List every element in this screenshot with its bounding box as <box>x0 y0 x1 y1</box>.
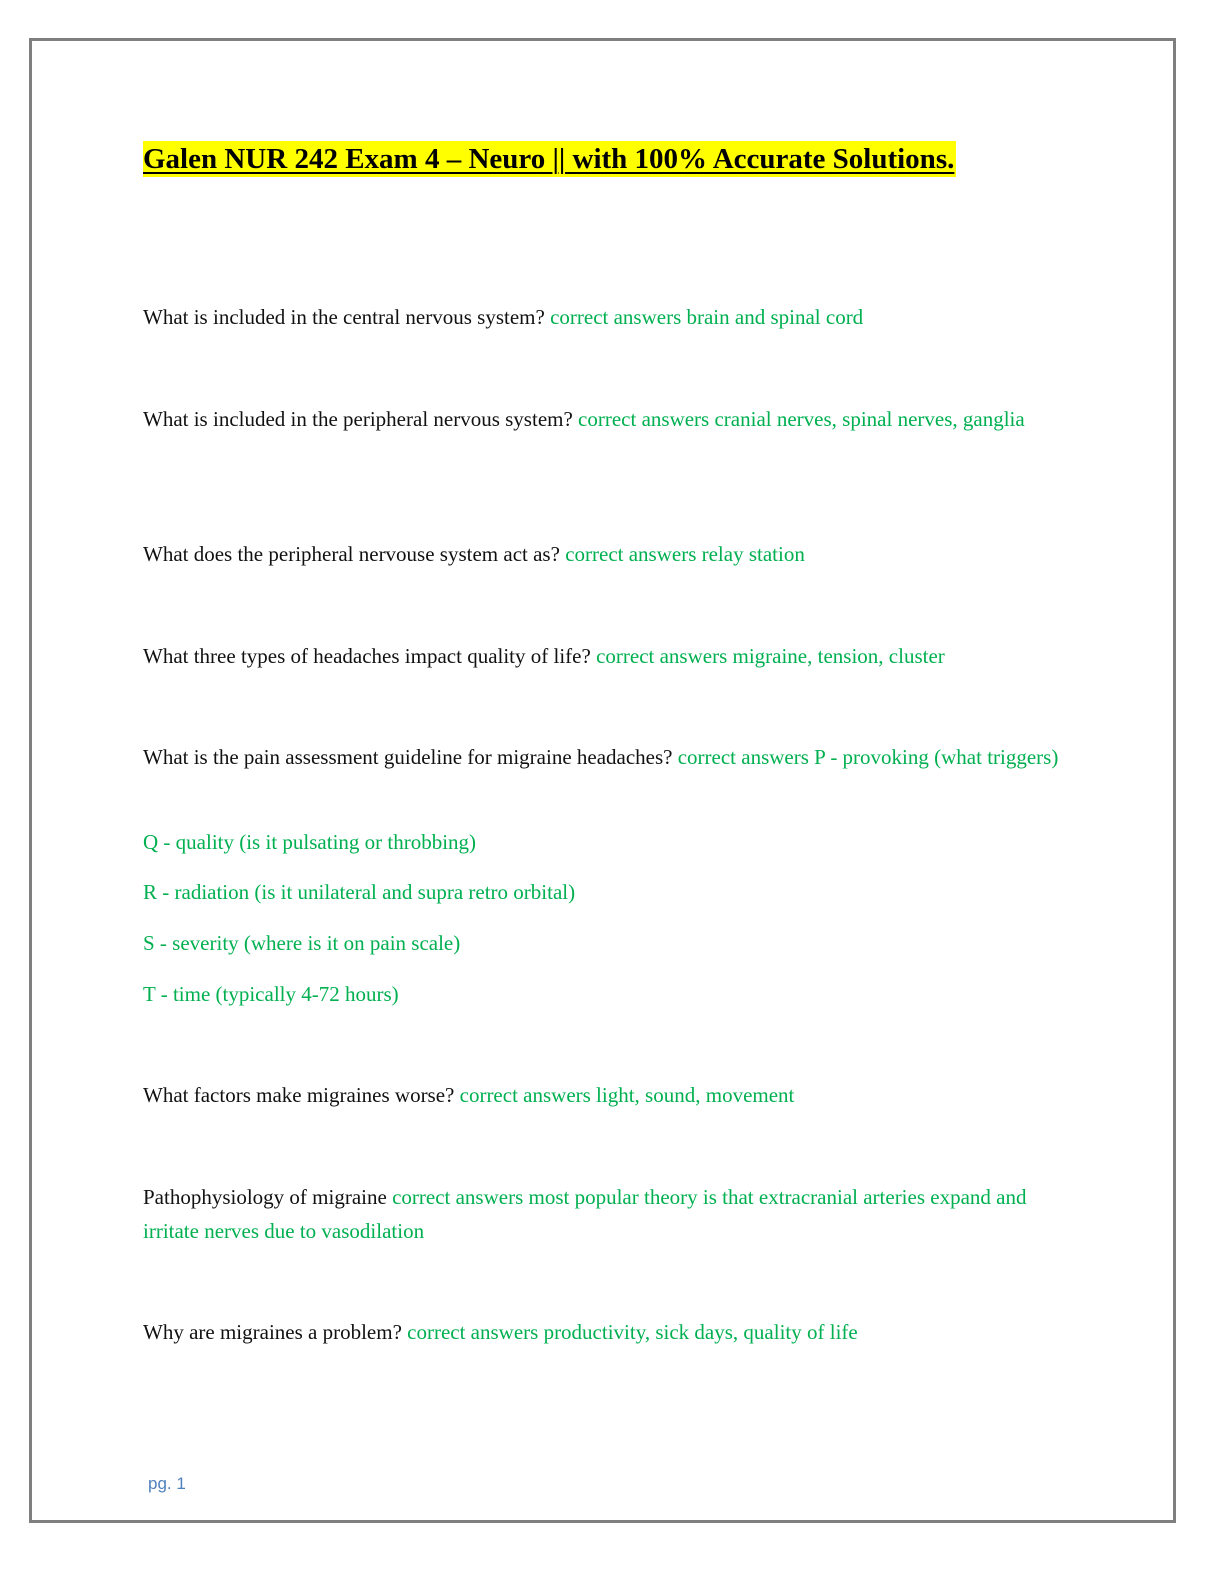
question-text: Pathophysiology of migraine <box>143 1185 387 1209</box>
question-text: What is included in the peripheral nervous system? <box>143 407 573 431</box>
answer-text: correct answers migraine, tension, cluster <box>590 644 945 668</box>
answer-text: correct answers most popular theory is that extracranial arteries expand and irritate nerves due to vasodilation <box>143 1185 1027 1243</box>
pqrst-item-t: T - time (typically 4-72 hours) <box>143 982 399 1006</box>
answer-text: correct answers light, sound, movement <box>454 1083 795 1107</box>
pqrst-item-q: Q - quality (is it pulsating or throbbing) <box>143 830 477 854</box>
qa-item-2 <box>143 402 1068 436</box>
pqrst-item-r: R - radiation (is it unilateral and supra retro orbital) <box>143 880 576 904</box>
qa-item-6 <box>143 1078 1068 1112</box>
answer-text: correct answers brain and spinal cord <box>544 305 864 329</box>
qa-item-8 <box>143 1315 1068 1349</box>
qa-item-7 <box>143 1180 1068 1248</box>
question-text: Why are migraines a problem? <box>143 1320 402 1344</box>
qa-item-5 <box>143 740 1068 774</box>
pqrst-item-s: S - severity (where is it on pain scale) <box>143 931 461 955</box>
qa-item-3 <box>143 537 1068 571</box>
answer-text: correct answers relay station <box>559 542 805 566</box>
question-text: What does the peripheral nervouse system act as? <box>143 542 560 566</box>
question-text: What is included in the central nervous system? <box>143 305 545 329</box>
qa-item-1 <box>143 300 1068 334</box>
question-text: What factors make migraines worse? <box>143 1083 455 1107</box>
answer-text: correct answers productivity, sick days, quality of life <box>401 1320 858 1344</box>
page-number: pg. 1 <box>148 1474 186 1493</box>
answer-text: correct answers P - provoking (what triggers) <box>672 745 1059 769</box>
question-text: What three types of headaches impact quality of life? <box>143 644 591 668</box>
question-text: What is the pain assessment guideline for migraine headaches? <box>143 745 673 769</box>
qa-item-4 <box>143 639 1068 673</box>
document-title: Galen NUR 242 Exam 4 – Neuro || with 100% Accurate Solutions. <box>143 143 955 175</box>
answer-text: correct answers cranial nerves, spinal nerves, ganglia <box>572 407 1025 431</box>
page-border <box>29 38 1176 1523</box>
